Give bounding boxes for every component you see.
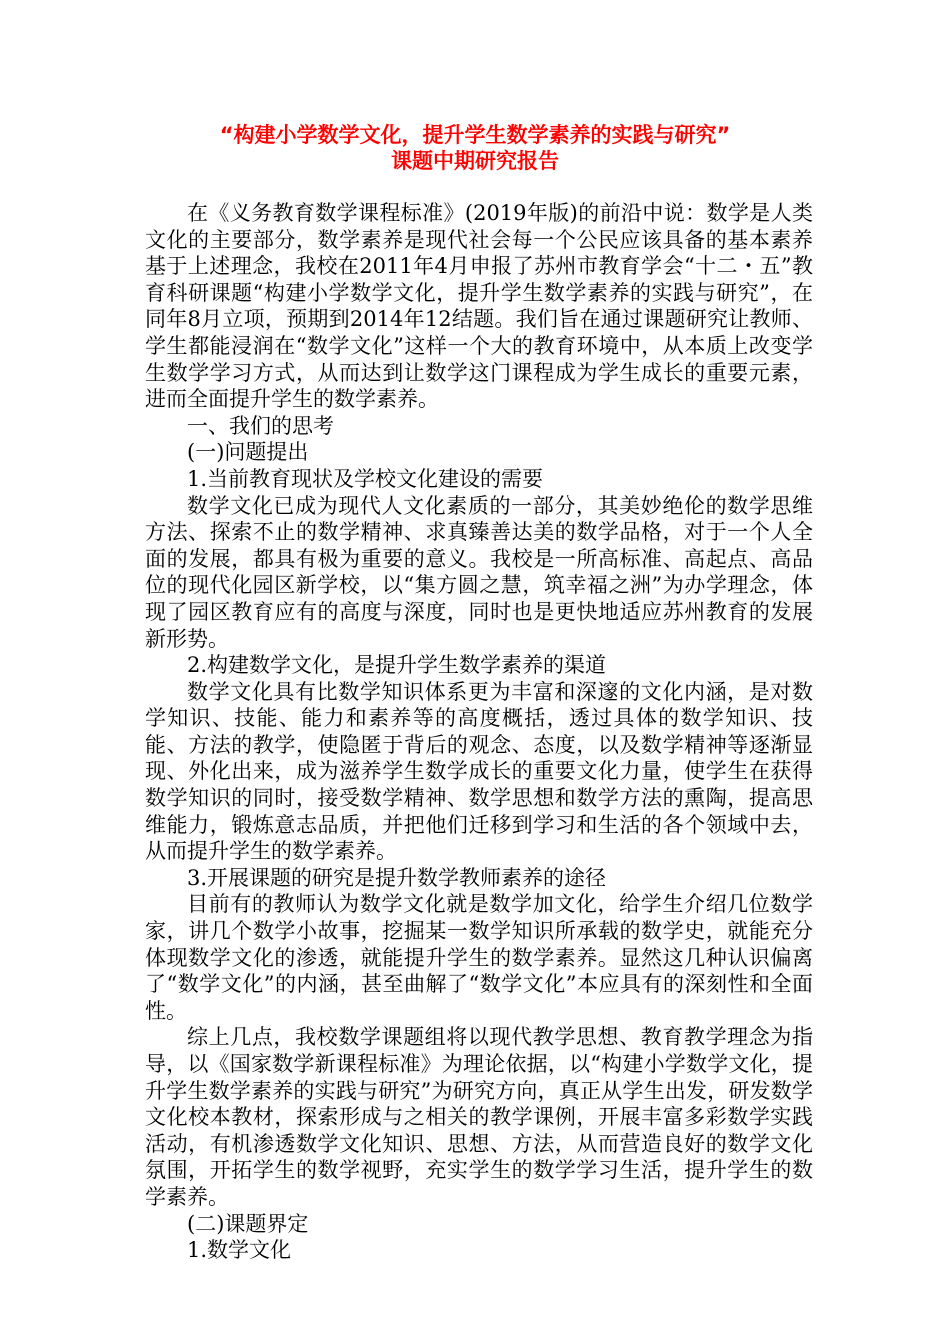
item-heading: 1.数学文化 xyxy=(187,1238,292,1263)
item-heading: 2.构建数学文化，是提升学生数学素养的渠道 xyxy=(187,653,607,678)
subsection-heading: (一)问题提出 xyxy=(187,440,309,465)
paragraph: 数学文化具有比数学知识体系更为丰富和深邃的文化内涵，是对数学知识、技能、能力和素养等的高度概括，透过具体的数学知识、技能、方法的教学，使隐匿于背后的观念、态度，以及数学精神等逐渐显现、外化出来，成为滋养学生数学成长的重要文化力量，使学生在获得数学知识的同时，接受数学精神、数学思想和数学方法的熏陶，提高思维能力，锻炼意志品质，并把他们迁移到学习和生活的各个领域中去，从而提升学生的数学素养。 xyxy=(145,679,813,864)
paragraph: 目前有的教师认为数学文化就是数学加文化，给学生介绍几位数学家，讲几个数学小故事，挖掘某一数学知识所承载的数学史，就能充分体现数学文化的渗透，就能提升学生的数学素养。显然这几种认识偏离了“数学文化”的内涵，甚至曲解了“数学文化”本应具有的深刻性和全面性。 xyxy=(145,892,813,1023)
document-title xyxy=(0,122,950,174)
item-heading: 3.开展课题的研究是提升数学教师素养的途径 xyxy=(187,865,607,890)
paragraph-summary: 综上几点，我校数学课题组将以现代教学思想、教育教学理念为指导，以《国家数学新课程标准》为理论依据，以“构建小学数学文化，提升学生数学素养的实践与研究”为研究方向，真正从学生出发，研发数学文化校本教材，探索形成与之相关的教学课例，开展丰富多彩数学实践活动，有机渗透数学文化知识、思想、方法，从而营造良好的数学文化氛围，开拓学生的数学视野，充实学生的数学学习生活，提升学生的数学素养。 xyxy=(145,1025,813,1209)
document-body xyxy=(145,200,813,1264)
paragraph-intro: 在《义务教育数学课程标准》(2019年版)的前沿中说：数学是人类文化的主要部分，数学素养是现代社会每一个公民应该具备的基本素养基于上述理念，我校在2011年4月申报了苏州市教育学会“十二・五”教育科研课题“构建小学数学文化，提升学生数学素养的实践与研究”，在同年8月立项，预期到2014年12结题。我们旨在通过课题研究让教师、学生都能浸润在“数学文化”这样一个大的教育环境中，从本质上改变学生数学学习方式，从而达到让数学这门课程成为学生成长的重要元素，进而全面提升学生的数学素养。 xyxy=(145,201,813,412)
subsection-heading: (二)课题界定 xyxy=(187,1211,309,1236)
item-heading: 1.当前教育现状及学校文化建设的需要 xyxy=(187,466,544,491)
paragraph: 数学文化已成为现代人文化素质的一部分，其美妙绝伦的数学思维方法、探索不止的数学精神、求真臻善达美的数学品格，对于一个人全面的发展，都具有极为重要的意义。我校是一所高标准、高起点、高品位的现代化园区新学校，以“集方圆之慧，筑幸福之洲”为办学理念，体现了园区教育应有的高度与深度，同时也是更快地适应苏州教育的发展新形势。 xyxy=(145,493,813,651)
title-line-2: 课题中期研究报告 xyxy=(391,149,559,173)
section-heading: 一、我们的思考 xyxy=(187,413,334,438)
title-line-1: “构建小学数学文化，提升学生数学素养的实践与研究” xyxy=(219,123,731,147)
